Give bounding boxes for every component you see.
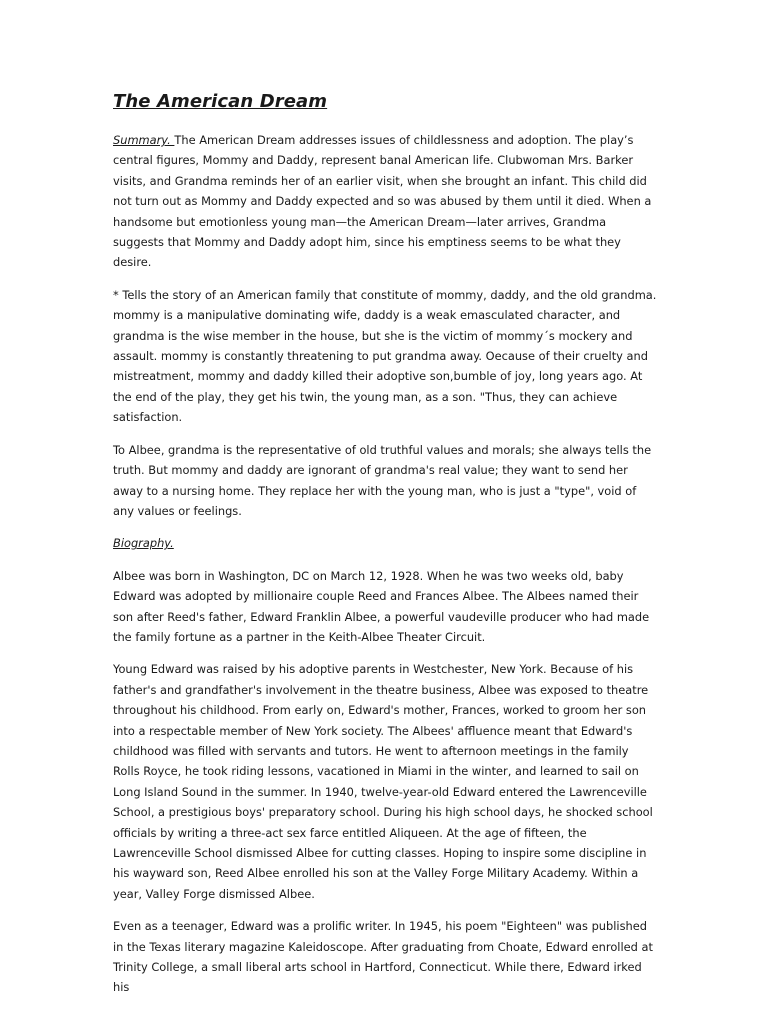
biography-paragraph-writer: Even as a teenager, Edward was a prolific writer. In 1945, his poem "Eighteen" was published in the Texas literary magazine Kaleidoscope. After graduating from Choate, Edward enrolled at Trinity College, a small liberal arts school in Hartford, Connecticut. While there, Edward irked his — [113, 919, 653, 995]
summary-label: Summary. — [113, 133, 175, 147]
grandma-paragraph: To Albee, grandma is the representative of old truthful values and morals; she always tells the truth. But mommy and daddy are ignorant of grandma's real value; they want to send her away to a nursing home. They replace her with the young man, who is just a "type", void of any values or feelings. — [113, 442, 652, 518]
document-title: The American Dream — [113, 91, 328, 112]
summary-paragraph — [113, 130, 658, 273]
summary-text: The American Dream addresses issues of childlessness and adoption. The play’s central figures, Mommy and Daddy, represent banal American life. Clubwoman Mrs. Barker visits, and Grandma reminds her of an earlier visit, when she brought an infant. This child did not turn out as Mommy and Daddy expected and so was abused by them until it died. When a handsome but emotionless young man—the American Dream—later arrives, Grandma suggests that Mommy and Daddy adopt him, since his emptiness seems to be what they desire. — [113, 133, 652, 270]
biography-paragraph-birth: Albee was born in Washington, DC on March 12, 1928. When he was two weeks old, baby Edward was adopted by millionaire couple Reed and Frances Albee. The Albees named their son after Reed's father, Edward Franklin Albee, a powerful vaudeville producer who had made the family fortune as a partner in the Keith-Albee Theater Circuit. — [113, 568, 650, 644]
family-paragraph: * Tells the story of an American family that constitute of mommy, daddy, and the old grandma. mommy is a manipulative dominating wife, daddy is a weak emasculated character, and grandma is the wise member in the house, but she is the victim of mommy´s mockery and assault. mommy is constantly threatening to put grandma away. Oecause of their cruelty and mistreatment, mommy and daddy killed their adoptive son,bumble of joy, long years ago. At the end of the play, they get his twin, the young man, as a son. "Thus, they can achieve satisfaction. — [113, 287, 657, 425]
biography-paragraph-childhood: Young Edward was raised by his adoptive parents in Westchester, New York. Because of his father's and grandfather's involvement in the theatre business, Albee was exposed to theatre throughout his childhood. From early on, Edward's mother, Frances, worked to groom her son into a respectable member of New York society. The Albees' affluence meant that Edward's childhood was filled with servants and tutors. He went to afternoon meetings in the family Rolls Royce, he took riding lessons, vacationed in Miami in the winter, and learned to sail on Long Island Sound in the summer. In 1940, twelve-year-old Edward entered the Lawrenceville School, a prestigious boys' preparatory school. During his high school days, he shocked school officials by writing a three-act sex farce entitled Aliqueen. At the age of fifteen, the Lawrenceville School dismissed Albee for cutting classes. Hoping to inspire some discipline in his wayward son, Reed Albee enrolled his son at the Valley Forge Military Academy. Within a year, Valley Forge dismissed Albee. — [113, 662, 653, 901]
biography-heading: Biography. — [113, 536, 174, 551]
